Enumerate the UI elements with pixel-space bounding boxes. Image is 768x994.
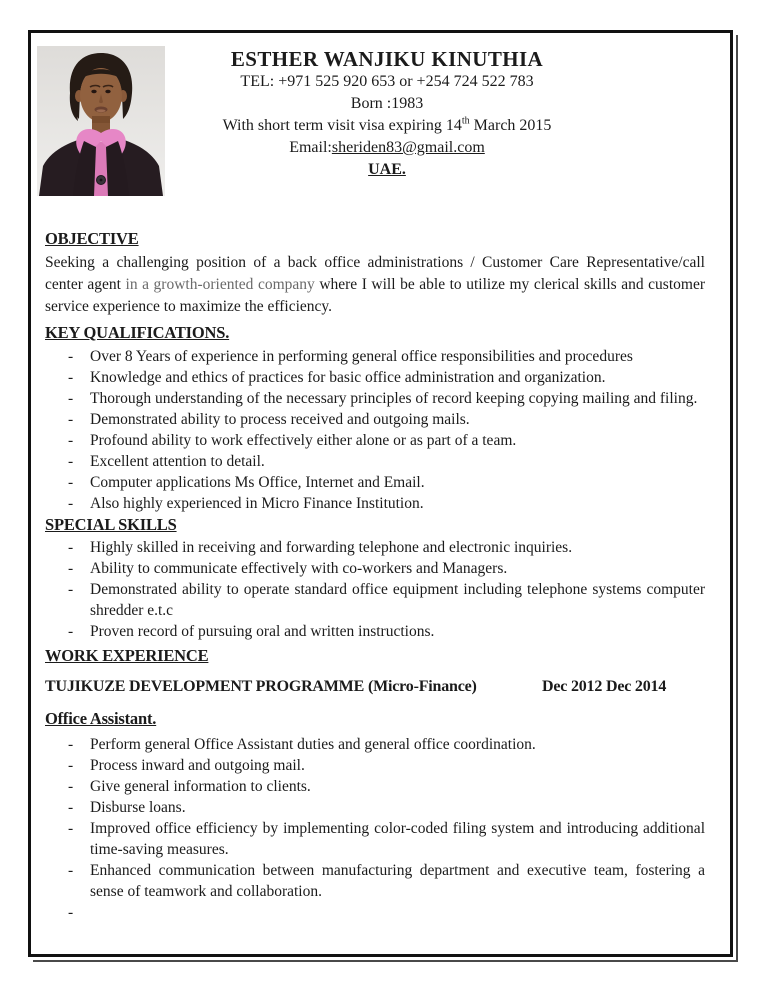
bullet-text: Thorough understanding of the necessary principles of record keeping copying mailing and filing. bbox=[90, 390, 698, 407]
list-item bbox=[45, 367, 705, 388]
objective-text-end: where I will be able to utilize my clerical skills and customer service experience to maximize the efficiency. bbox=[45, 276, 705, 315]
bullet-text: Highly skilled in receiving and forwarding telephone and electronic inquiries. bbox=[90, 539, 573, 556]
bullet-text: Disburse loans. bbox=[90, 799, 186, 816]
list-item bbox=[45, 902, 705, 923]
list-item bbox=[45, 409, 705, 430]
role-title: Office Assistant. bbox=[45, 709, 157, 728]
employment-dates: Dec 2012 Dec 2014 bbox=[542, 678, 667, 695]
bullet-dash: - bbox=[68, 369, 74, 386]
list-item bbox=[45, 776, 705, 797]
bullet-text: Over 8 Years of experience in performing general office responsibilities and procedures bbox=[90, 348, 633, 365]
bullet-dash: - bbox=[68, 411, 74, 428]
bullet-text: Also highly experienced in Micro Finance Institution. bbox=[90, 495, 424, 512]
list-item bbox=[45, 472, 705, 493]
bullet-dash: - bbox=[68, 820, 74, 837]
bullet-text: Enhanced communication between manufacturing department and executive team, fostering a sense of teamwork and collaboration. bbox=[90, 862, 705, 900]
list-item bbox=[45, 579, 705, 621]
list-item bbox=[45, 537, 705, 558]
bullet-dash: - bbox=[68, 736, 74, 753]
list-item bbox=[45, 388, 705, 409]
list-item bbox=[45, 797, 705, 818]
bullet-text: Ability to communicate effectively with co-workers and Managers. bbox=[90, 560, 508, 577]
bullet-dash: - bbox=[68, 560, 74, 577]
list-item bbox=[45, 558, 705, 579]
list-item bbox=[45, 734, 705, 755]
key-qualifications-list bbox=[45, 346, 705, 514]
work-experience-list bbox=[45, 734, 705, 923]
bullet-dash: - bbox=[68, 904, 74, 921]
bullet-dash: - bbox=[68, 390, 74, 407]
list-item bbox=[45, 755, 705, 776]
section-heading-work-experience: WORK EXPERIENCE bbox=[45, 646, 209, 665]
bullet-text: Perform general Office Assistant duties and general office coordination. bbox=[90, 736, 536, 753]
bullet-text: Knowledge and ethics of practices for basic office administration and organization. bbox=[90, 369, 606, 386]
bullet-text: Computer applications Ms Office, Internet and Email. bbox=[90, 474, 425, 491]
list-item bbox=[45, 818, 705, 860]
bullet-dash: - bbox=[68, 862, 74, 879]
bullet-dash: - bbox=[68, 453, 74, 470]
bullet-text: Process inward and outgoing mail. bbox=[90, 757, 305, 774]
birth-year-line: Born :1983 bbox=[350, 95, 424, 112]
visa-text: With short term visit visa expiring 14 bbox=[222, 117, 462, 134]
resume-content bbox=[31, 33, 730, 954]
list-item bbox=[45, 346, 705, 367]
bullet-text: Improved office efficiency by implementing color-coded filing system and introducing additional time-saving measures. bbox=[90, 820, 705, 858]
objective-paragraph bbox=[45, 252, 705, 318]
objective-text-start: Seeking a challenging position of a back office administrations / Customer Care Representative/call center agent bbox=[45, 254, 705, 293]
bullet-dash: - bbox=[68, 539, 74, 556]
bullet-dash: - bbox=[68, 778, 74, 795]
list-item bbox=[45, 451, 705, 472]
email-link[interactable]: sheriden83@gmail.com bbox=[331, 139, 485, 156]
bullet-dash: - bbox=[68, 474, 74, 491]
bullet-dash: - bbox=[68, 432, 74, 449]
bullet-dash: - bbox=[68, 495, 74, 512]
bullet-text: Proven record of pursuing oral and written instructions. bbox=[90, 623, 435, 640]
email-label: Email: bbox=[289, 139, 332, 156]
section-heading-key-qualifications: KEY QUALIFICATIONS. bbox=[45, 323, 230, 342]
bullet-dash: - bbox=[68, 348, 74, 365]
visa-text-end: March 2015 bbox=[469, 117, 552, 134]
resume-page bbox=[28, 30, 733, 957]
list-item bbox=[45, 860, 705, 902]
employment-line bbox=[45, 677, 705, 696]
bullet-text: Excellent attention to detail. bbox=[90, 453, 265, 470]
bullet-text: Demonstrated ability to operate standard office equipment including telephone systems computer shredder e.t.c bbox=[90, 581, 705, 619]
telephone-line: TEL: +971 525 920 653 or +254 724 522 783 bbox=[240, 73, 534, 90]
bullet-dash: - bbox=[68, 799, 74, 816]
section-heading-special-skills: SPECIAL SKILLS bbox=[45, 515, 177, 534]
bullet-dash: - bbox=[68, 623, 74, 640]
visa-ordinal-superscript: th bbox=[461, 115, 470, 127]
bullet-text: Demonstrated ability to process received and outgoing mails. bbox=[90, 411, 470, 428]
portrait-photo bbox=[37, 46, 165, 196]
bullet-text: Profound ability to work effectively either alone or as part of a team. bbox=[90, 432, 517, 449]
list-item bbox=[45, 621, 705, 642]
list-item bbox=[45, 493, 705, 514]
bullet-dash: - bbox=[68, 581, 74, 598]
portrait-photo-illustration bbox=[37, 46, 165, 196]
location-line: UAE. bbox=[368, 161, 406, 178]
candidate-name: ESTHER WANJIKU KINUTHIA bbox=[230, 47, 544, 71]
bullet-text bbox=[90, 902, 705, 923]
bullet-dash: - bbox=[68, 757, 74, 774]
special-skills-list bbox=[45, 537, 705, 642]
employer-name: TUJIKUZE DEVELOPMENT PROGRAMME bbox=[45, 678, 365, 695]
objective-text-muted: in a growth-oriented company bbox=[125, 276, 315, 293]
bullet-text: Give general information to clients. bbox=[90, 778, 311, 795]
section-heading-objective: OBJECTIVE bbox=[45, 229, 139, 248]
list-item bbox=[45, 430, 705, 451]
employer-type: (Micro-Finance) bbox=[368, 678, 477, 695]
